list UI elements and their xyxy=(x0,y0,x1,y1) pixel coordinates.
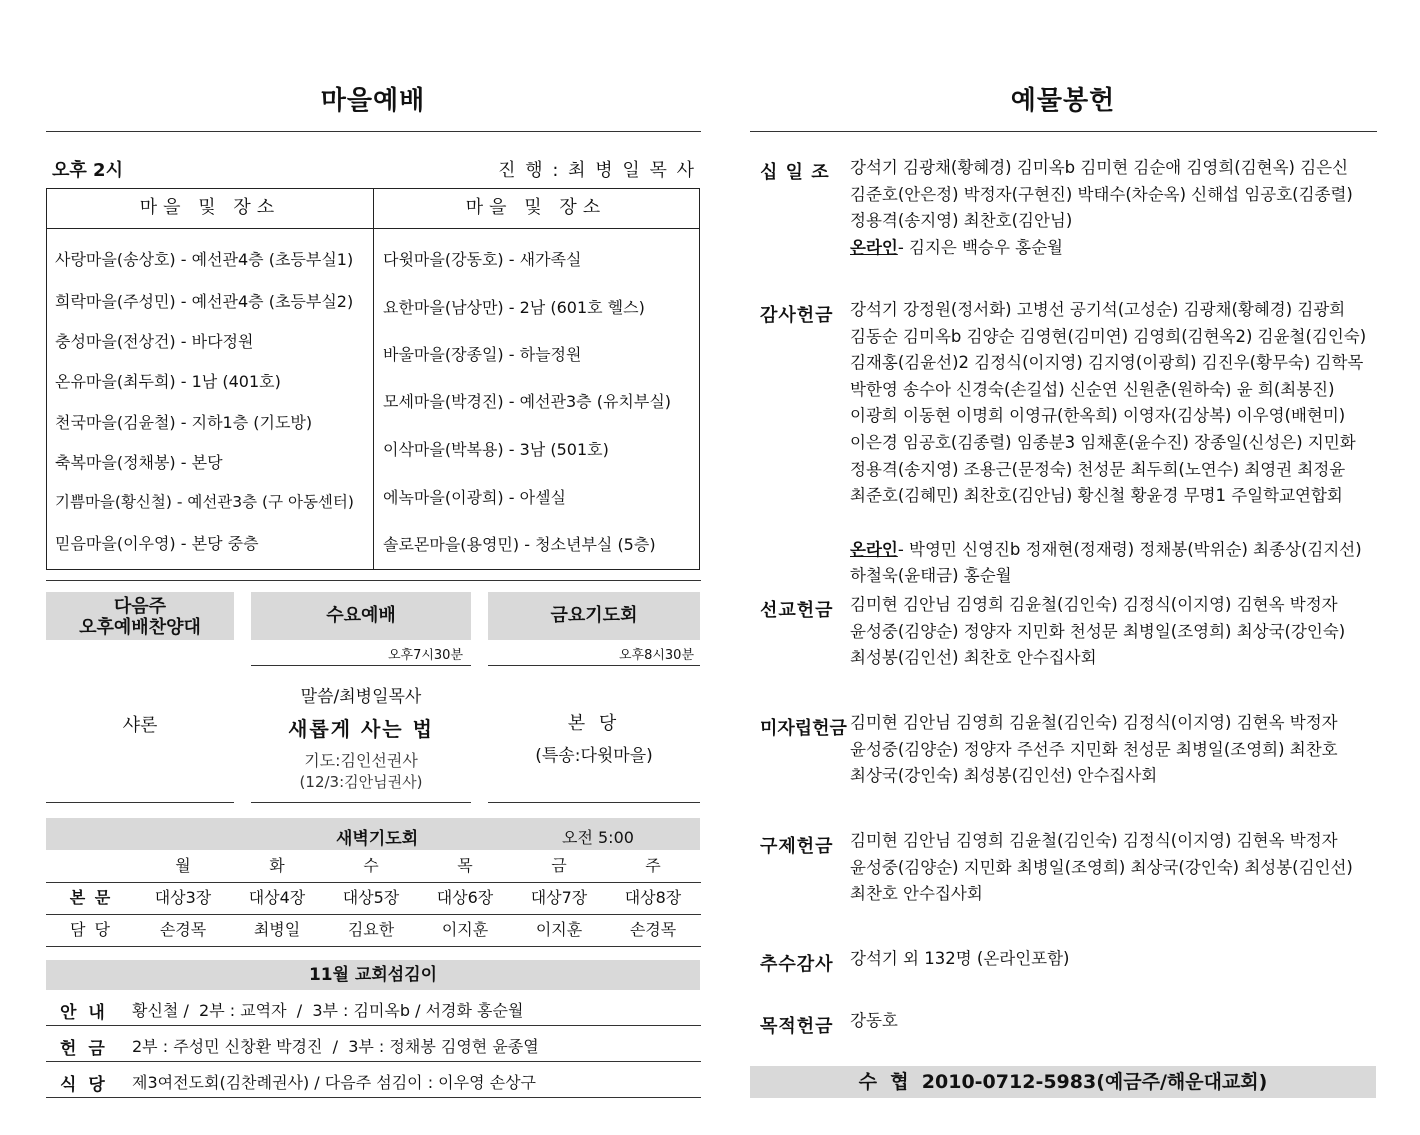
friday-place: 본 당 xyxy=(567,713,621,734)
dawn-prayer-title: 새벽기도회 xyxy=(336,829,419,849)
friday-time: 오후8시30분 xyxy=(488,644,700,666)
wednesday-sermon: 말씀/최병일목사 xyxy=(300,687,422,707)
village-worship-title: 마을예배 xyxy=(320,86,426,116)
offering-label: 목적헌금 xyxy=(760,1016,834,1037)
village-item: 희락마을(주성민) - 예선관4층 (초등부실2) xyxy=(55,292,354,311)
leader-cell: 이지훈 xyxy=(535,920,583,939)
choir-bottom-rule xyxy=(46,802,234,803)
day-cell: 금 xyxy=(551,856,567,875)
village-item: 에녹마을(이광희) - 아셀실 xyxy=(383,488,566,507)
worship-time: 오후 2시 xyxy=(52,160,123,181)
online-label: 온라인 xyxy=(850,238,898,257)
day-cell: 월 xyxy=(175,856,191,875)
leader-label: 담 당 xyxy=(70,920,112,939)
serving-rule xyxy=(46,1097,701,1098)
table-header-right: 마을 및 장소 xyxy=(373,189,699,229)
text-cell: 대상3장 xyxy=(154,888,212,907)
offering-label: 십 일 조 xyxy=(760,162,830,183)
serving-label: 헌 금 xyxy=(60,1039,108,1059)
wednesday-time: 오후7시30분 xyxy=(251,644,471,666)
dawn-rule-3 xyxy=(46,946,701,947)
village-item: 바울마을(장종일) - 하늘정원 xyxy=(383,345,582,364)
village-item: 이삭마을(박복용) - 3남 (501호) xyxy=(383,440,609,459)
day-cell: 화 xyxy=(269,856,285,875)
village-table xyxy=(46,188,700,570)
offering-names: 김미현 김안님 김영희 김윤철(김인숙) 김정식(이지영) 김현옥 박정자 윤성중(김양순) 정양자 주선주 지민화 천성문 최병일(조영희) 최찬호 최상국(강인숙) 최성봉(김인선) 안수집사회 xyxy=(850,713,1338,786)
offering-names: 강동호 xyxy=(850,1011,898,1030)
village-item: 요한마을(남상만) - 2남 (601호 헬스) xyxy=(383,298,645,317)
online-line xyxy=(850,510,1380,590)
text-cell: 대상4장 xyxy=(248,888,306,907)
leader-cell: 김요한 xyxy=(347,920,395,939)
offering-label: 선교헌금 xyxy=(760,600,834,621)
day-cell: 주 xyxy=(645,856,661,875)
text-cell: 대상6장 xyxy=(436,888,494,907)
wed-bottom-rule xyxy=(251,802,471,803)
offering-label: 추수감사 xyxy=(760,954,834,975)
wednesday-prayer-next: (12/3:김안님권사) xyxy=(299,773,423,791)
village-item: 모세마을(박경진) - 예선관3층 (유치부실) xyxy=(383,392,672,411)
online-label: 온라인 xyxy=(850,539,898,559)
serving-label: 안 내 xyxy=(60,1003,108,1023)
dawn-prayer-header xyxy=(46,818,700,850)
leader-cell: 최병일 xyxy=(253,920,301,939)
village-item: 충성마을(전상건) - 바다정원 xyxy=(55,332,254,351)
offering-label: 미자립헌금 xyxy=(760,718,847,739)
village-item: 사랑마을(송상호) - 예선관4층 (초등부실1) xyxy=(55,250,354,269)
section-rule xyxy=(46,580,701,581)
offering-names: 강석기 강정원(정서화) 고병선 공기석(고성순) 김광채(황혜경) 김광희 김동순 김미옥b 김양순 김영현(김미연) 김영희(김현옥2) 김윤철(김인숙) 김재홍(김윤선)2 김정식(이지영) 김지영(이광희) 김진우(황무숙) 김학목 박한영 송수아 신경숙(손길섭) 신순연 신원춘(원하숙) 윤 희(최봉진) 이광희 이동현 이명희 이영규(한옥희) 이영자(김상복) 이우영(배현미) 이은경 임공호(김종렬) 임종분3 임채훈(윤수진) 장종일(신성은) 지민화 정용격(송지영) 조용근(문정숙) 천성문 최두희(노연수) 최영권 최정윤 최준호(김혜민) 최찬호(김안님) 황신철 황윤경 무명1 주일학교연합회 xyxy=(850,300,1367,506)
table-header-left: 마을 및 장소 xyxy=(47,189,373,229)
bank-account: 수 협 2010-0712-5983(예금주/해운대교회) xyxy=(750,1066,1376,1098)
online-names: - 김지은 백승우 홍순월 xyxy=(897,238,1063,257)
serving-label: 식 당 xyxy=(60,1075,108,1095)
choir-header: 다음주 오후예배찬양대 xyxy=(46,592,234,640)
serving-rule xyxy=(46,1061,701,1062)
dawn-text-row xyxy=(46,882,700,914)
offering-label: 감사헌금 xyxy=(760,305,834,326)
online-line xyxy=(850,235,1063,262)
leader-cell: 손경목 xyxy=(159,920,207,939)
worship-leader: 진 행 : 최 병 일 목 사 xyxy=(498,160,696,181)
serving-value: 황신철 / 2부 : 교역자 / 3부 : 김미옥b / 서경화 홍순월 xyxy=(132,1001,524,1020)
text-label: 본 문 xyxy=(69,888,113,907)
serving-value: 2부 : 주성민 신창환 박경진 / 3부 : 정채봉 김영현 윤종열 xyxy=(132,1037,539,1056)
village-item: 다윗마을(강동호) - 새가족실 xyxy=(383,250,582,269)
serving-header: 11월 교회섬김이 xyxy=(46,960,700,990)
right-title-rule xyxy=(750,131,1377,132)
serving-rule xyxy=(46,1025,701,1026)
dawn-leader-row xyxy=(46,914,700,946)
day-cell: 목 xyxy=(457,856,473,875)
fri-bottom-rule xyxy=(488,802,700,803)
village-item: 축복마을(정채봉) - 본당 xyxy=(55,453,223,472)
text-cell: 대상8장 xyxy=(624,888,682,907)
offering-label: 구제헌금 xyxy=(760,836,834,857)
offering-names: 강석기 외 132명 (온라인포함) xyxy=(850,949,1070,968)
offering-names: 김미현 김안님 김영희 김윤철(김인숙) 김정식(이지영) 김현옥 박정자 윤성중(김양순) 정양자 지민화 천성문 최병일(조영희) 최상국(강인숙) 최성봉(김인선) 최찬호 안수집사회 xyxy=(850,595,1346,668)
wednesday-prayer: 기도:김인선권사 xyxy=(304,751,418,770)
offering-names: 강석기 김광채(황혜경) 김미옥b 김미현 김순애 김영희(김현옥) 김은신 김준호(안은정) 박정자(구현진) 박태수(차순옥) 신해섭 임공호(김종렬) 정용격(송지영) 최찬호(김안님) xyxy=(850,158,1353,231)
offering-names: 김미현 김안님 김영희 김윤철(김인숙) 김정식(이지영) 김현옥 박정자 윤성중(김양순) 지민화 최병일(조영희) 최상국(강인숙) 최성봉(김인선) 최찬호 안수집사회 xyxy=(850,831,1353,904)
choir-name: 샤론 xyxy=(122,715,158,736)
dawn-days-row xyxy=(46,850,700,882)
friday-special: (특송:다윗마을) xyxy=(535,746,653,766)
village-item: 천국마을(김윤철) - 지하1층 (기도방) xyxy=(55,413,313,432)
left-title-rule xyxy=(46,131,701,132)
dawn-prayer-time: 오전 5:00 xyxy=(562,828,634,847)
day-cell: 수 xyxy=(363,856,379,875)
wednesday-header: 수요예배 xyxy=(251,592,471,640)
text-cell: 대상5장 xyxy=(342,888,400,907)
leader-cell: 이지훈 xyxy=(441,920,489,939)
leader-cell: 손경목 xyxy=(629,920,677,939)
village-item: 기쁨마을(황신철) - 예선관3층 (구 아동센터) xyxy=(55,493,354,511)
village-item: 솔로몬마을(용영민) - 청소년부실 (5층) xyxy=(383,535,656,554)
offering-title: 예물봉헌 xyxy=(1010,86,1116,116)
village-item: 믿음마을(이우영) - 본당 중층 xyxy=(55,534,259,553)
online-names: - 박영민 신영진b 정재현(정재령) 정채봉(박위순) 최종상(김지선) 하철욱(윤태금) 홍순월 xyxy=(850,539,1362,586)
village-item: 온유마을(최두희) - 1남 (401호) xyxy=(55,372,281,391)
text-cell: 대상7장 xyxy=(530,888,588,907)
table-divider xyxy=(373,189,374,569)
friday-header: 금요기도회 xyxy=(488,592,700,640)
wednesday-title: 새롭게 사는 법 xyxy=(288,717,434,741)
serving-value: 제3여전도회(김찬례권사) / 다음주 섬김이 : 이우영 손상구 xyxy=(132,1073,536,1092)
